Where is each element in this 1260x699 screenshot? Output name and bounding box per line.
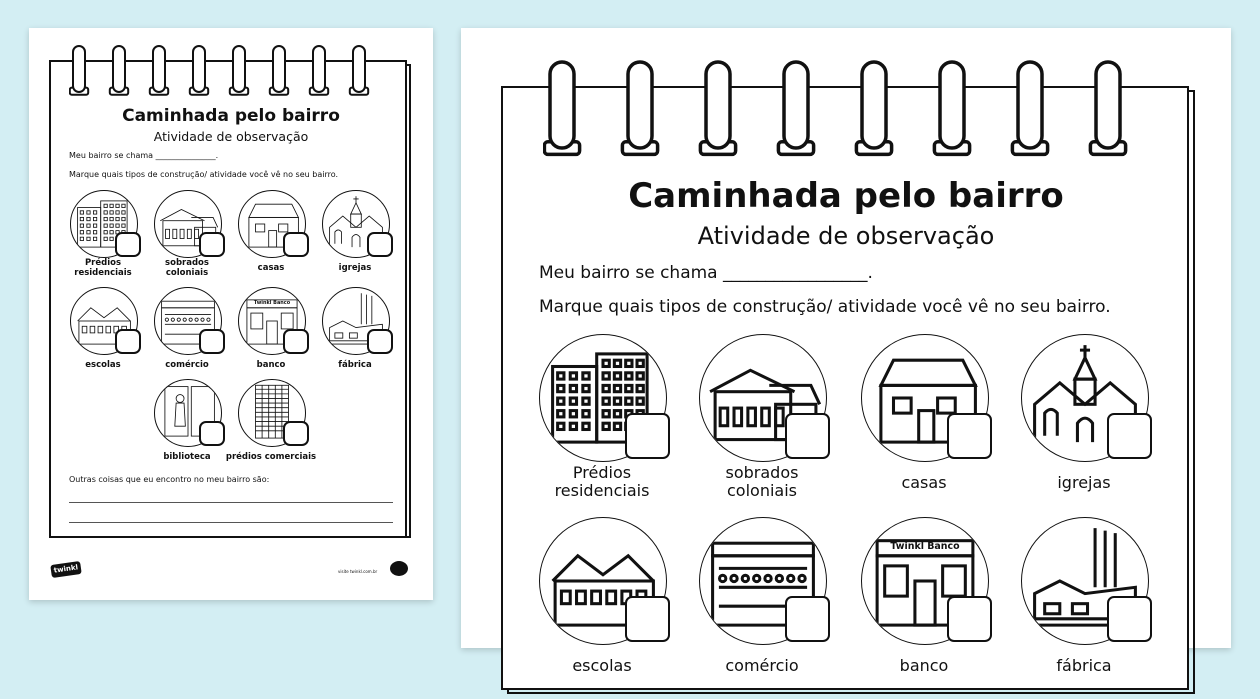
building-option xyxy=(322,190,388,286)
spiral-ring xyxy=(193,46,205,92)
building-option xyxy=(861,517,987,699)
checkbox[interactable] xyxy=(367,232,393,258)
option-label xyxy=(679,464,845,501)
checkbox[interactable] xyxy=(199,329,225,355)
option-label xyxy=(302,264,408,274)
building-option xyxy=(861,334,987,516)
checkbox[interactable] xyxy=(1107,413,1153,459)
spiral-ring xyxy=(113,46,125,92)
option-label xyxy=(841,474,1007,492)
building-option xyxy=(154,287,220,383)
option-label-line: fábrica xyxy=(338,360,372,371)
building-option xyxy=(699,334,825,516)
spiral-ring xyxy=(353,46,365,92)
option-label-line: residenciais xyxy=(554,481,650,501)
footer-badge-icon xyxy=(390,561,408,576)
building-option xyxy=(238,287,304,383)
twinkl-logo: twinkl xyxy=(50,561,82,578)
building-option xyxy=(539,517,665,699)
building-option xyxy=(1021,334,1147,516)
option-label-line: igrejas xyxy=(338,263,372,274)
checkbox[interactable] xyxy=(115,232,141,258)
option-label-line: escolas xyxy=(85,360,121,371)
option-label xyxy=(1001,474,1167,492)
instruction-text: Marque quais tipos de construção/ atividade você vê no seu bairro. xyxy=(69,170,339,179)
spiral-ring xyxy=(706,62,730,148)
writing-line xyxy=(69,502,393,503)
checkbox[interactable] xyxy=(115,329,141,355)
building-option xyxy=(1021,517,1147,699)
building-option xyxy=(225,379,317,475)
option-label xyxy=(302,361,408,371)
checkbox[interactable] xyxy=(199,421,225,447)
neighborhood-name-prompt: Meu bairro se chama _________________. xyxy=(539,263,873,283)
building-option xyxy=(539,334,665,516)
option-label xyxy=(1001,657,1167,675)
option-label-line: Prédios xyxy=(572,463,632,482)
option-label-line: residenciais xyxy=(74,267,132,278)
spiral-ring xyxy=(628,62,652,148)
option-label xyxy=(841,657,1007,675)
spiral-ring xyxy=(862,62,886,148)
option-label-line: sobrados xyxy=(725,463,799,482)
footer-url: visite twinkl.com.br xyxy=(338,569,378,574)
spiral-ring xyxy=(1096,62,1120,148)
checkbox[interactable] xyxy=(283,421,309,447)
option-label-line: biblioteca xyxy=(163,452,211,463)
worksheet-title: Caminhada pelo bairro xyxy=(628,176,1064,216)
checkbox[interactable] xyxy=(947,413,993,459)
worksheet-subtitle: Atividade de observação xyxy=(697,222,995,250)
spiral-ring xyxy=(233,46,245,92)
checkbox[interactable] xyxy=(1107,596,1153,642)
option-label-line: casas xyxy=(901,472,947,492)
option-label-line: coloniais xyxy=(165,267,209,278)
building-option xyxy=(70,190,136,286)
option-label-line: coloniais xyxy=(727,481,797,501)
option-label-line: fábrica xyxy=(1056,655,1112,675)
spiral-rings-icon xyxy=(543,60,1153,164)
spiral-ring xyxy=(273,46,285,92)
option-label xyxy=(519,657,685,675)
option-label-line: comércio xyxy=(725,655,799,675)
bank-sign: Twinkl Banco xyxy=(253,299,291,306)
option-label-line: escolas xyxy=(572,655,632,675)
worksheet-title: Caminhada pelo bairro xyxy=(122,106,340,126)
instruction-text: Marque quais tipos de construção/ atividade você vê no seu bairro. xyxy=(539,297,1111,317)
spiral-ring xyxy=(313,46,325,92)
building-option xyxy=(699,517,825,699)
building-option xyxy=(154,190,220,286)
checkbox[interactable] xyxy=(367,329,393,355)
option-label-line: banco xyxy=(899,655,949,675)
spiral-ring xyxy=(550,62,574,148)
checkbox[interactable] xyxy=(283,329,309,355)
spiral-ring xyxy=(784,62,808,148)
option-label-line: banco xyxy=(256,360,286,371)
option-label xyxy=(218,453,324,463)
worksheet-subtitle: Atividade de observação xyxy=(153,129,309,144)
building-option xyxy=(238,190,304,286)
building-option xyxy=(154,379,220,475)
checkbox[interactable] xyxy=(785,413,831,459)
option-label-line: casas xyxy=(257,263,285,274)
other-things-prompt: Outras coisas que eu encontro no meu bairro são: xyxy=(69,475,270,484)
option-label xyxy=(519,464,685,501)
worksheet-preview-large xyxy=(461,28,1231,675)
spiral-ring xyxy=(73,46,85,92)
option-label xyxy=(679,657,845,675)
option-label-line: sobrados xyxy=(165,258,209,268)
checkbox[interactable] xyxy=(199,232,225,258)
option-label-line: igrejas xyxy=(1057,472,1111,492)
option-label-line: prédios comerciais xyxy=(225,452,317,463)
checkbox[interactable] xyxy=(785,596,831,642)
checkbox[interactable] xyxy=(947,596,993,642)
building-option xyxy=(70,287,136,383)
spiral-ring xyxy=(153,46,165,92)
worksheet-preview-small xyxy=(29,28,433,600)
checkbox[interactable] xyxy=(625,596,671,642)
spiral-rings-icon xyxy=(69,44,391,100)
spiral-ring xyxy=(940,62,964,148)
checkbox[interactable] xyxy=(625,413,671,459)
option-label-line: comércio xyxy=(165,360,209,371)
building-option xyxy=(322,287,388,383)
bank-sign: Twinkl Banco xyxy=(890,540,960,552)
option-label-line: Prédios xyxy=(84,258,122,268)
writing-line xyxy=(69,522,393,523)
neighborhood-name-prompt: Meu bairro se chama _______________. xyxy=(69,151,219,160)
spiral-ring xyxy=(1018,62,1042,148)
checkbox[interactable] xyxy=(283,232,309,258)
